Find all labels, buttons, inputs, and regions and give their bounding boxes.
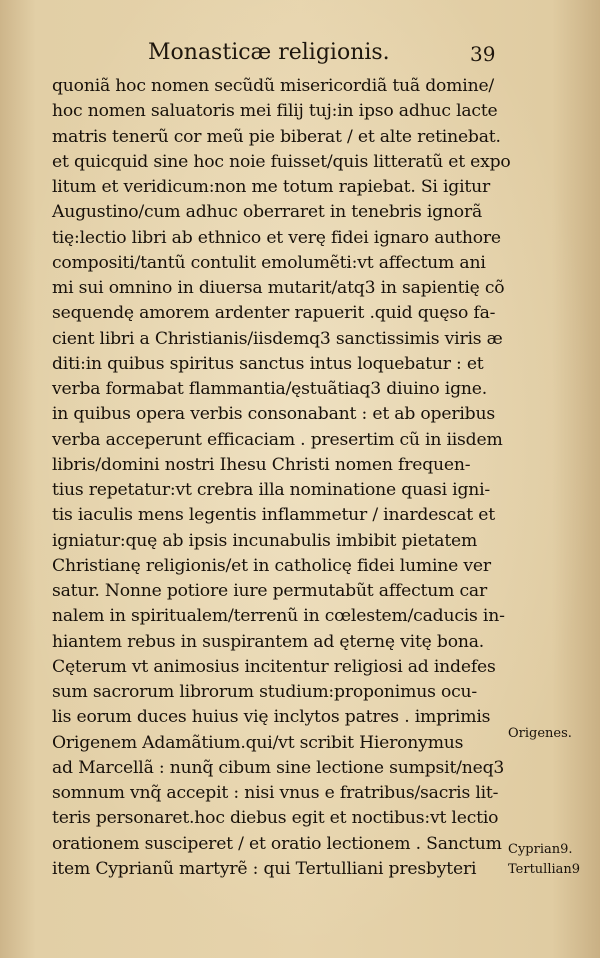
text-line: orationem susciperet / et oratio lectionem . Sanctum [52,833,502,854]
running-head: Monasticæ religionis. [148,40,390,65]
text-line: tię:lectio libri ab ethnico et verę fidei ignaro authore [52,227,501,248]
text-line: Christianę religionis/et in catholicę fidei lumine ver [52,555,491,576]
text-line: igniatur:quę ab ipsis incunabulis imbibit pietatem [52,530,478,551]
text-line: Origenem Adamãtium.qui/vt scribit Hieronymus [52,732,464,753]
text-line: mi sui omnino in diuersa mutarit/atq3 in sapientię cõ [52,278,505,298]
text-line: nalem in spiritualem/terrenũ in cœlestem/caducis in- [52,606,505,627]
text-line: compositi/tantũ contulit emolumẽti:vt affectum ani [52,252,486,273]
text-line: Cęterum vt animosius incitentur religiosi ad indefes [52,656,496,677]
text-line: ad Marcellã : nunq̃ cibum sine lectione sumpsit/neq3 [52,757,505,778]
marginal-note-origenes: Origenes. [508,726,572,741]
marginalia-column [504,0,600,958]
main-text-block [52,74,512,882]
text-line: cient libri a Christianis/iisdemq3 sanctissimis viris æ [52,328,503,349]
text-line: matris tenerũ cor meũ pie biberat / et alte retinebat. [52,126,501,147]
text-line: verba formabat flammantia/ęstuãtiaq3 diuino igne. [52,379,487,399]
text-line: hoc nomen saluatoris mei filij tuj:in ipso adhuc lacte [52,101,498,122]
text-line: tis iaculis mens legentis inflammetur / inardescat et [52,505,495,526]
text-line: diti:in quibus spiritus sanctus intus loquebatur : et [52,353,484,374]
text-line: in quibus opera verbis consonabant : et ab operibus [52,404,495,425]
text-line: item Cyprianũ martyrẽ : qui Tertulliani presbyteri [52,858,477,879]
text-line: lis eorum duces huius vię inclytos patres . imprimis [52,707,491,728]
text-line: libris/domini nostri Ihesu Christi nomen frequen- [52,454,471,475]
folio-number: 39 [470,42,496,66]
text-line: somnum vnq̃ accepit : nisi vnus e fratribus/sacris lit- [52,783,499,803]
text-line: hiantem rebus in suspirantem ad ęternę vitę bona. [52,631,485,652]
marginal-note-cyprianus: Cyprian9. [508,842,573,857]
text-line: verba acceperunt efficaciam . presertim cũ in iisdem [52,429,503,450]
text-line: tius repetatur:vt crebra illa nominatione quasi igni- [52,480,491,500]
text-line: teris personaret.hoc diebus egit et noctibus:vt lectio [52,808,499,829]
text-line: et quicquid sine hoc noie fuisset/quis litteratũ et expo [52,151,511,172]
text-line: Augustino/cum adhuc oberraret in tenebris ignorã [52,202,483,223]
text-line: satur. Nonne potiore iure permutabũt affectum car [52,581,487,601]
text-line: quoniã hoc nomen secũdũ misericordiã tuã domine/ [52,76,495,96]
text-line: sequendę amorem ardenter rapuerit .quid quęso fa- [52,303,496,324]
text-line: sum sacrorum librorum studium:proponimus ocu- [52,682,478,702]
text-line: litum et veridicum:non me totum rapiebat. Si igitur [52,177,490,197]
marginal-note-tertullianus: Tertullian9 [508,862,581,877]
